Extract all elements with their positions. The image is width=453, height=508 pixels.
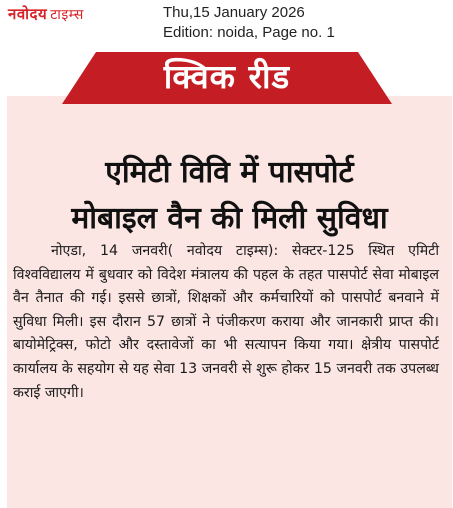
headline-line-2: मोबाइल वैन की मिली सुविधा <box>71 201 388 236</box>
edition-info <box>163 3 335 43</box>
issue-date: Thu,15 January 2026 <box>163 4 305 21</box>
banner-label: क्विक रीड <box>163 57 291 96</box>
logo-part1: नवोदय <box>8 5 48 23</box>
edition-page: Edition: noida, Page no. 1 <box>163 24 335 41</box>
masthead <box>0 0 453 50</box>
article-headline <box>7 150 452 242</box>
section-banner <box>62 52 392 104</box>
newspaper-logo <box>8 4 84 24</box>
logo-part2: टाइम्स <box>50 7 84 23</box>
headline-line-1: एमिटी विवि में पासपोर्ट <box>105 155 354 190</box>
article-body: नोएडा, 14 जनवरी( नवोदय टाइम्स): सेक्टर-125 स्थित एमिटी विश्वविद्यालय में बुधवार को विदेश मंत्रालय की पहल के तहत पासपोर्ट सेवा मोबाइल वैन तैनात की गई। इससे छात्रों, शिक्षकों और कर्मचारियों को पासपोर्ट बनवाने में सुविधा मिली। इस दौरान 57 छात्रों ने पंजीकरण कराया और जानकारी प्राप्त की। बायोमेट्रिक्स, फोटो और दस्तावेजों का भी सत्यापन किया गया। क्षेत्रीय पासपोर्ट कार्यालय के सहयोग से यह सेवा 13 जनवरी से शुरू होकर 15 जनवरी तक उपलब्ध कराई जाएगी। <box>13 243 439 401</box>
